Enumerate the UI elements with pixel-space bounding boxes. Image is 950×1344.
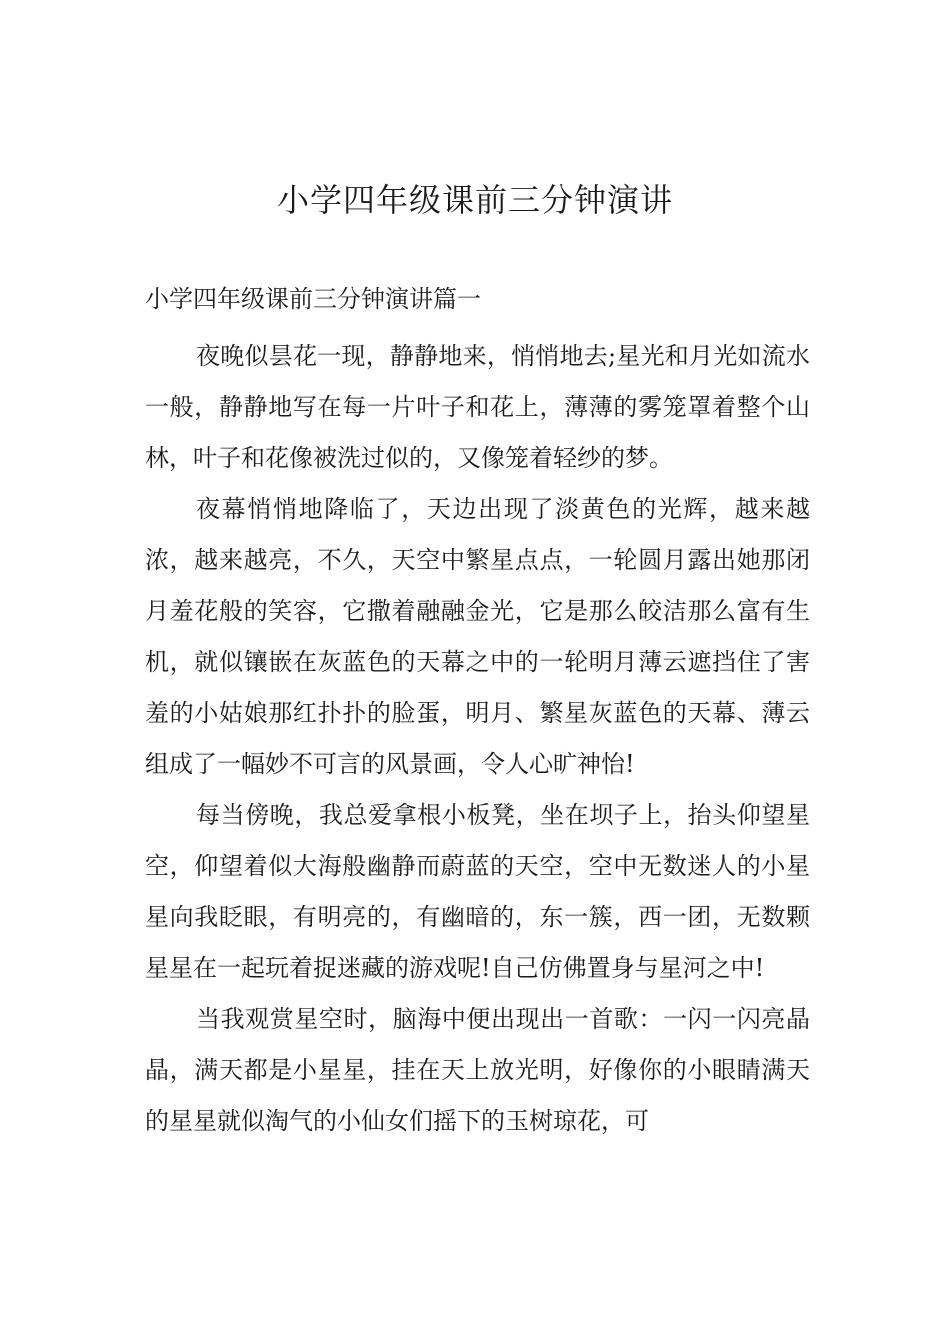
paragraph-1: 夜晚似昙花一现，静静地来，悄悄地去;星光和月光如流水一般，静静地写在每一片叶子和花上，薄薄的雾笼罩着整个山林，叶子和花像被洗过似的，又像笼着轻纱的梦。	[145, 342, 810, 472]
paragraph-3: 每当傍晚，我总爱拿根小板凳，坐在坝子上，抬头仰望星空，仰望着似大海般幽静而蔚蓝的天空，空中无数迷人的小星星向我眨眼，有明亮的，有幽暗的，东一簇，西一团，无数颗星星在一起玩着捉迷藏的游戏呢!自己仿佛置身与星河之中!	[145, 801, 810, 982]
paragraph-4: 当我观赏星空时，脑海中便出现出一首歌：一闪一闪亮晶晶，满天都是小星星，挂在天上放光明，好像你的小眼睛满天的星星就似淘气的小仙女们摇下的玉树琼花，可	[145, 1005, 810, 1135]
section-heading: 小学四年级课前三分钟演讲篇一	[145, 285, 481, 313]
document-title: 小学四年级课前三分钟演讲	[276, 181, 673, 219]
paragraph-2: 夜幕悄悄地降临了，天边出现了淡黄色的光辉，越来越浓，越来越亮，不久，天空中繁星点点，一轮圆月露出她那闭月羞花般的笑容，它撒着融融金光，它是那么皎洁那么富有生机，就似镶嵌在灰蓝色的天幕之中的一轮明月薄云遮挡住了害羞的小姑娘那红扑扑的脸蛋，明月、繁星灰蓝色的天幕、薄云组成了一幅妙不可言的风景画，令人心旷神怡!	[145, 495, 810, 778]
document-body	[145, 280, 810, 1147]
